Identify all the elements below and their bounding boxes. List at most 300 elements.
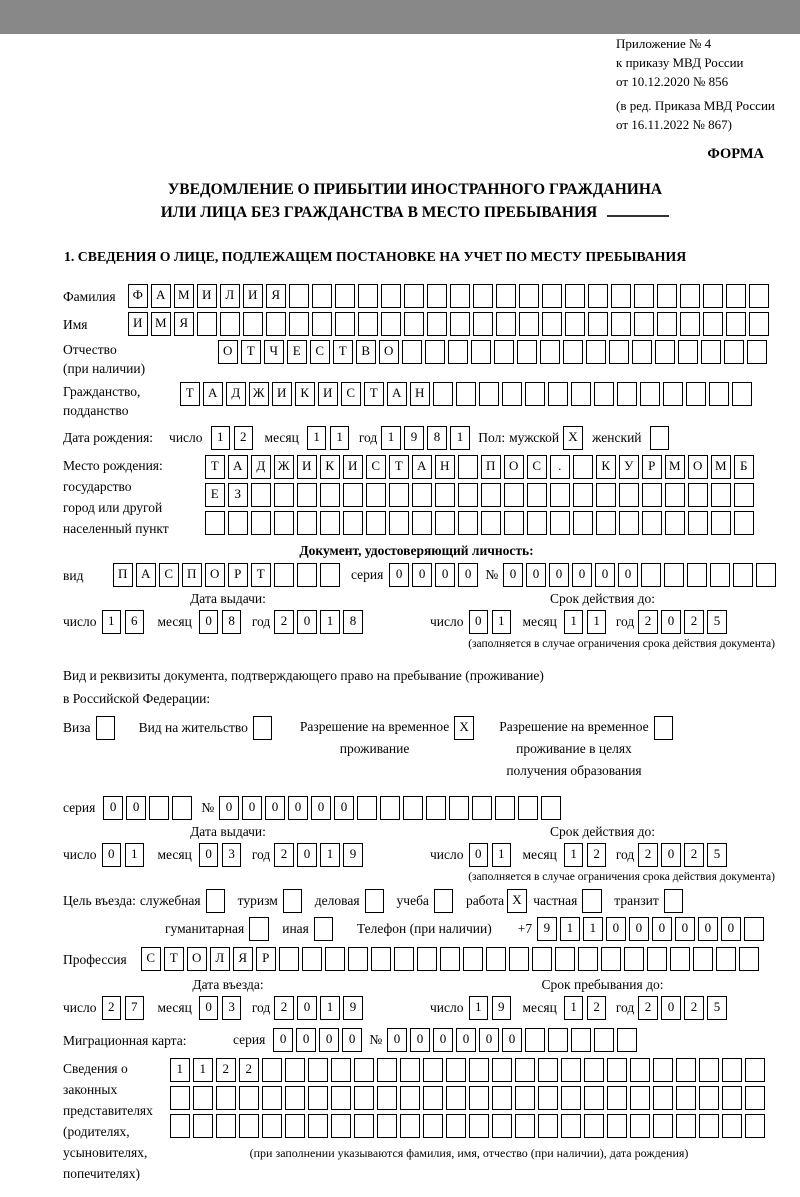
char-cell[interactable]: 0	[629, 917, 649, 941]
char-cell[interactable]	[726, 284, 746, 308]
char-cell[interactable]: И	[128, 312, 148, 336]
char-cell[interactable]: 1	[450, 426, 470, 450]
char-cell[interactable]	[548, 1028, 568, 1052]
char-cell[interactable]: 1	[564, 610, 584, 634]
char-cell[interactable]	[400, 1058, 420, 1082]
char-cell[interactable]: 0	[297, 610, 317, 634]
char-cell[interactable]	[473, 312, 493, 336]
char-cell[interactable]	[170, 1114, 190, 1138]
char-cell[interactable]: 0	[102, 843, 122, 867]
char-cell[interactable]	[532, 947, 552, 971]
char-cell[interactable]	[641, 563, 661, 587]
char-cell[interactable]: 0	[433, 1028, 453, 1052]
char-cell[interactable]: О	[218, 340, 238, 364]
char-cell[interactable]	[494, 340, 514, 364]
char-cell[interactable]	[473, 284, 493, 308]
char-cell[interactable]: 2	[638, 610, 658, 634]
char-cell[interactable]	[389, 511, 409, 535]
char-cell[interactable]: Т	[333, 340, 353, 364]
char-cell[interactable]	[584, 1114, 604, 1138]
char-cell[interactable]	[573, 483, 593, 507]
char-cell[interactable]	[617, 382, 637, 406]
char-cell[interactable]: 1	[307, 426, 327, 450]
char-cell[interactable]	[377, 1058, 397, 1082]
char-cell[interactable]	[732, 382, 752, 406]
char-cell[interactable]	[354, 1058, 374, 1082]
char-cell[interactable]	[525, 382, 545, 406]
char-cell[interactable]: 9	[343, 843, 363, 867]
char-cell[interactable]	[653, 1058, 673, 1082]
char-cell[interactable]: Р	[642, 455, 662, 479]
char-cell[interactable]: Н	[410, 382, 430, 406]
char-cell[interactable]: 1	[560, 917, 580, 941]
char-cell[interactable]	[343, 483, 363, 507]
char-cell[interactable]	[400, 1114, 420, 1138]
char-cell[interactable]	[314, 917, 334, 941]
char-cell[interactable]: 0	[265, 796, 285, 820]
char-cell[interactable]	[527, 511, 547, 535]
char-cell[interactable]	[433, 382, 453, 406]
char-cell[interactable]	[380, 796, 400, 820]
char-cell[interactable]	[676, 1114, 696, 1138]
char-cell[interactable]: X	[563, 426, 583, 450]
char-cell[interactable]	[703, 312, 723, 336]
char-cell[interactable]	[216, 1086, 236, 1110]
char-cell[interactable]	[354, 1114, 374, 1138]
char-cell[interactable]	[446, 1058, 466, 1082]
char-cell[interactable]: Р	[228, 563, 248, 587]
char-cell[interactable]: 0	[199, 996, 219, 1020]
char-cell[interactable]: О	[504, 455, 524, 479]
char-cell[interactable]: 0	[435, 563, 455, 587]
char-cell[interactable]	[425, 340, 445, 364]
char-cell[interactable]: 0	[526, 563, 546, 587]
char-cell[interactable]: 6	[125, 610, 145, 634]
char-cell[interactable]	[366, 483, 386, 507]
char-cell[interactable]	[354, 1086, 374, 1110]
char-cell[interactable]	[469, 1058, 489, 1082]
char-cell[interactable]	[193, 1086, 213, 1110]
char-cell[interactable]	[745, 1058, 765, 1082]
char-cell[interactable]: 9	[404, 426, 424, 450]
char-cell[interactable]: 2	[239, 1058, 259, 1082]
char-cell[interactable]: 2	[216, 1058, 236, 1082]
char-cell[interactable]: С	[159, 563, 179, 587]
char-cell[interactable]: 0	[698, 917, 718, 941]
char-cell[interactable]: У	[619, 455, 639, 479]
char-cell[interactable]	[449, 796, 469, 820]
char-cell[interactable]	[550, 511, 570, 535]
char-cell[interactable]	[647, 947, 667, 971]
char-cell[interactable]	[274, 511, 294, 535]
char-cell[interactable]	[285, 1114, 305, 1138]
char-cell[interactable]: Р	[256, 947, 276, 971]
char-cell[interactable]: 0	[456, 1028, 476, 1052]
char-cell[interactable]: Б	[734, 455, 754, 479]
char-cell[interactable]: 2	[274, 610, 294, 634]
char-cell[interactable]	[601, 947, 621, 971]
char-cell[interactable]	[239, 1114, 259, 1138]
char-cell[interactable]: 9	[343, 996, 363, 1020]
char-cell[interactable]	[412, 511, 432, 535]
char-cell[interactable]	[711, 511, 731, 535]
char-cell[interactable]: Е	[205, 483, 225, 507]
char-cell[interactable]	[320, 511, 340, 535]
char-cell[interactable]	[427, 284, 447, 308]
char-cell[interactable]: 2	[587, 996, 607, 1020]
char-cell[interactable]	[640, 382, 660, 406]
char-cell[interactable]	[642, 511, 662, 535]
char-cell[interactable]	[617, 1028, 637, 1052]
char-cell[interactable]	[538, 1058, 558, 1082]
char-cell[interactable]	[331, 1114, 351, 1138]
char-cell[interactable]: Я	[174, 312, 194, 336]
char-cell[interactable]	[149, 796, 169, 820]
char-cell[interactable]: 1	[102, 610, 122, 634]
char-cell[interactable]	[463, 947, 483, 971]
char-cell[interactable]: 0	[502, 1028, 522, 1052]
char-cell[interactable]	[519, 284, 539, 308]
char-cell[interactable]	[205, 511, 225, 535]
char-cell[interactable]: Я	[233, 947, 253, 971]
char-cell[interactable]	[540, 340, 560, 364]
char-cell[interactable]: 0	[412, 563, 432, 587]
char-cell[interactable]: 3	[222, 996, 242, 1020]
char-cell[interactable]	[634, 312, 654, 336]
char-cell[interactable]	[726, 312, 746, 336]
char-cell[interactable]	[434, 889, 454, 913]
char-cell[interactable]	[709, 382, 729, 406]
char-cell[interactable]	[435, 483, 455, 507]
char-cell[interactable]	[588, 284, 608, 308]
char-cell[interactable]	[676, 1058, 696, 1082]
char-cell[interactable]	[220, 312, 240, 336]
char-cell[interactable]: О	[379, 340, 399, 364]
char-cell[interactable]	[404, 284, 424, 308]
char-cell[interactable]	[331, 1058, 351, 1082]
char-cell[interactable]	[274, 563, 294, 587]
char-cell[interactable]	[348, 947, 368, 971]
char-cell[interactable]: 0	[479, 1028, 499, 1052]
char-cell[interactable]: С	[527, 455, 547, 479]
char-cell[interactable]	[504, 483, 524, 507]
char-cell[interactable]: 0	[103, 796, 123, 820]
char-cell[interactable]	[653, 1114, 673, 1138]
char-cell[interactable]	[283, 889, 303, 913]
char-cell[interactable]	[471, 340, 491, 364]
char-cell[interactable]	[594, 382, 614, 406]
char-cell[interactable]	[607, 1058, 627, 1082]
char-cell[interactable]	[335, 284, 355, 308]
char-cell[interactable]	[262, 1086, 282, 1110]
char-cell[interactable]: П	[182, 563, 202, 587]
char-cell[interactable]	[450, 284, 470, 308]
char-cell[interactable]: 0	[199, 843, 219, 867]
char-cell[interactable]	[632, 340, 652, 364]
char-cell[interactable]	[745, 1086, 765, 1110]
char-cell[interactable]: 0	[661, 610, 681, 634]
char-cell[interactable]	[96, 716, 116, 740]
char-cell[interactable]	[381, 312, 401, 336]
char-cell[interactable]	[312, 284, 332, 308]
char-cell[interactable]	[688, 483, 708, 507]
char-cell[interactable]: П	[481, 455, 501, 479]
char-cell[interactable]: 0	[342, 1028, 362, 1052]
char-cell[interactable]: А	[136, 563, 156, 587]
char-cell[interactable]: 1	[381, 426, 401, 450]
char-cell[interactable]	[561, 1114, 581, 1138]
char-cell[interactable]	[594, 1028, 614, 1052]
char-cell[interactable]	[571, 382, 591, 406]
char-cell[interactable]: 1	[211, 426, 231, 450]
char-cell[interactable]: 1	[492, 843, 512, 867]
char-cell[interactable]	[538, 1114, 558, 1138]
char-cell[interactable]	[458, 511, 478, 535]
char-cell[interactable]	[588, 312, 608, 336]
char-cell[interactable]: С	[141, 947, 161, 971]
char-cell[interactable]: 0	[288, 796, 308, 820]
char-cell[interactable]: 0	[387, 1028, 407, 1052]
char-cell[interactable]	[366, 511, 386, 535]
char-cell[interactable]	[297, 483, 317, 507]
char-cell[interactable]: 1	[564, 843, 584, 867]
char-cell[interactable]: Ж	[249, 382, 269, 406]
char-cell[interactable]	[335, 312, 355, 336]
char-cell[interactable]	[550, 483, 570, 507]
char-cell[interactable]: И	[297, 455, 317, 479]
char-cell[interactable]	[653, 1086, 673, 1110]
char-cell[interactable]	[542, 312, 562, 336]
char-cell[interactable]	[657, 312, 677, 336]
char-cell[interactable]: К	[320, 455, 340, 479]
char-cell[interactable]: 0	[126, 796, 146, 820]
char-cell[interactable]	[680, 284, 700, 308]
char-cell[interactable]	[262, 1114, 282, 1138]
char-cell[interactable]	[469, 1086, 489, 1110]
char-cell[interactable]	[377, 1086, 397, 1110]
char-cell[interactable]: 2	[638, 996, 658, 1020]
char-cell[interactable]	[450, 312, 470, 336]
char-cell[interactable]	[571, 1028, 591, 1052]
char-cell[interactable]: Ж	[274, 455, 294, 479]
char-cell[interactable]	[481, 511, 501, 535]
char-cell[interactable]	[561, 1058, 581, 1082]
char-cell[interactable]: Д	[251, 455, 271, 479]
char-cell[interactable]	[426, 796, 446, 820]
char-cell[interactable]	[699, 1058, 719, 1082]
char-cell[interactable]: Я	[266, 284, 286, 308]
char-cell[interactable]: Л	[210, 947, 230, 971]
char-cell[interactable]: З	[228, 483, 248, 507]
char-cell[interactable]	[509, 947, 529, 971]
char-cell[interactable]: 0	[469, 610, 489, 634]
char-cell[interactable]: 0	[458, 563, 478, 587]
char-cell[interactable]	[358, 312, 378, 336]
char-cell[interactable]: Т	[251, 563, 271, 587]
char-cell[interactable]	[504, 511, 524, 535]
char-cell[interactable]: А	[151, 284, 171, 308]
char-cell[interactable]	[582, 889, 602, 913]
char-cell[interactable]	[492, 1114, 512, 1138]
char-cell[interactable]: 1	[320, 610, 340, 634]
char-cell[interactable]: М	[174, 284, 194, 308]
char-cell[interactable]	[703, 284, 723, 308]
char-cell[interactable]	[357, 796, 377, 820]
char-cell[interactable]	[619, 483, 639, 507]
char-cell[interactable]	[710, 563, 730, 587]
char-cell[interactable]: 8	[222, 610, 242, 634]
char-cell[interactable]: С	[366, 455, 386, 479]
char-cell[interactable]: Д	[226, 382, 246, 406]
char-cell[interactable]: 1	[469, 996, 489, 1020]
char-cell[interactable]: 0	[319, 1028, 339, 1052]
char-cell[interactable]	[686, 382, 706, 406]
char-cell[interactable]	[650, 426, 670, 450]
char-cell[interactable]	[216, 1114, 236, 1138]
char-cell[interactable]: 2	[684, 843, 704, 867]
char-cell[interactable]	[400, 1086, 420, 1110]
char-cell[interactable]: А	[412, 455, 432, 479]
char-cell[interactable]	[262, 1058, 282, 1082]
char-cell[interactable]	[722, 1114, 742, 1138]
char-cell[interactable]	[266, 312, 286, 336]
char-cell[interactable]: 1	[492, 610, 512, 634]
char-cell[interactable]	[687, 563, 707, 587]
char-cell[interactable]	[458, 483, 478, 507]
char-cell[interactable]	[343, 511, 363, 535]
char-cell[interactable]: Н	[435, 455, 455, 479]
char-cell[interactable]	[609, 340, 629, 364]
char-cell[interactable]: 0	[618, 563, 638, 587]
char-cell[interactable]: 2	[102, 996, 122, 1020]
char-cell[interactable]	[573, 455, 593, 479]
char-cell[interactable]	[403, 796, 423, 820]
char-cell[interactable]	[693, 947, 713, 971]
char-cell[interactable]: М	[151, 312, 171, 336]
char-cell[interactable]	[756, 563, 776, 587]
char-cell[interactable]	[745, 1114, 765, 1138]
char-cell[interactable]	[435, 511, 455, 535]
char-cell[interactable]	[517, 340, 537, 364]
char-cell[interactable]: 2	[274, 843, 294, 867]
char-cell[interactable]	[358, 284, 378, 308]
char-cell[interactable]: X	[454, 716, 474, 740]
char-cell[interactable]	[619, 511, 639, 535]
char-cell[interactable]	[584, 1086, 604, 1110]
char-cell[interactable]: 2	[587, 843, 607, 867]
char-cell[interactable]	[320, 563, 340, 587]
char-cell[interactable]: 5	[707, 843, 727, 867]
char-cell[interactable]: В	[356, 340, 376, 364]
char-cell[interactable]	[495, 796, 515, 820]
char-cell[interactable]	[611, 312, 631, 336]
char-cell[interactable]	[496, 284, 516, 308]
char-cell[interactable]	[297, 563, 317, 587]
char-cell[interactable]: 1	[330, 426, 350, 450]
char-cell[interactable]	[596, 511, 616, 535]
char-cell[interactable]: А	[203, 382, 223, 406]
char-cell[interactable]	[289, 312, 309, 336]
char-cell[interactable]: Т	[180, 382, 200, 406]
char-cell[interactable]	[172, 796, 192, 820]
char-cell[interactable]	[665, 483, 685, 507]
char-cell[interactable]: 7	[125, 996, 145, 1020]
char-cell[interactable]	[297, 511, 317, 535]
char-cell[interactable]	[308, 1086, 328, 1110]
char-cell[interactable]	[678, 340, 698, 364]
char-cell[interactable]: 1	[587, 610, 607, 634]
char-cell[interactable]	[688, 511, 708, 535]
char-cell[interactable]: 0	[661, 996, 681, 1020]
char-cell[interactable]	[249, 917, 269, 941]
char-cell[interactable]	[555, 947, 575, 971]
char-cell[interactable]	[456, 382, 476, 406]
char-cell[interactable]	[563, 340, 583, 364]
char-cell[interactable]	[481, 483, 501, 507]
char-cell[interactable]	[423, 1086, 443, 1110]
char-cell[interactable]	[596, 483, 616, 507]
char-cell[interactable]	[525, 1028, 545, 1052]
char-cell[interactable]	[565, 312, 585, 336]
char-cell[interactable]	[228, 511, 248, 535]
char-cell[interactable]	[541, 796, 561, 820]
char-cell[interactable]	[365, 889, 385, 913]
char-cell[interactable]	[472, 796, 492, 820]
char-cell[interactable]: 0	[675, 917, 695, 941]
char-cell[interactable]	[312, 312, 332, 336]
char-cell[interactable]	[469, 1114, 489, 1138]
char-cell[interactable]: С	[341, 382, 361, 406]
char-cell[interactable]	[665, 511, 685, 535]
char-cell[interactable]: 0	[652, 917, 672, 941]
char-cell[interactable]: М	[711, 455, 731, 479]
char-cell[interactable]: 1	[193, 1058, 213, 1082]
char-cell[interactable]	[423, 1058, 443, 1082]
char-cell[interactable]	[586, 340, 606, 364]
char-cell[interactable]	[320, 483, 340, 507]
char-cell[interactable]	[676, 1086, 696, 1110]
char-cell[interactable]	[711, 483, 731, 507]
char-cell[interactable]: 1	[320, 843, 340, 867]
char-cell[interactable]	[285, 1058, 305, 1082]
char-cell[interactable]	[578, 947, 598, 971]
char-cell[interactable]	[664, 889, 684, 913]
char-cell[interactable]: 5	[707, 996, 727, 1020]
char-cell[interactable]	[654, 716, 674, 740]
char-cell[interactable]	[331, 1086, 351, 1110]
char-cell[interactable]: 0	[549, 563, 569, 587]
char-cell[interactable]	[749, 312, 769, 336]
char-cell[interactable]	[325, 947, 345, 971]
char-cell[interactable]	[170, 1086, 190, 1110]
char-cell[interactable]: 2	[234, 426, 254, 450]
char-cell[interactable]	[630, 1058, 650, 1082]
char-cell[interactable]	[519, 312, 539, 336]
char-cell[interactable]	[446, 1114, 466, 1138]
char-cell[interactable]: 0	[606, 917, 626, 941]
char-cell[interactable]: А	[228, 455, 248, 479]
char-cell[interactable]: О	[688, 455, 708, 479]
char-cell[interactable]: 2	[274, 996, 294, 1020]
char-cell[interactable]	[722, 1058, 742, 1082]
char-cell[interactable]: 9	[492, 996, 512, 1020]
char-cell[interactable]: Т	[364, 382, 384, 406]
char-cell[interactable]: М	[665, 455, 685, 479]
char-cell[interactable]: 0	[242, 796, 262, 820]
char-cell[interactable]	[744, 917, 764, 941]
char-cell[interactable]: X	[507, 889, 527, 913]
char-cell[interactable]	[197, 312, 217, 336]
